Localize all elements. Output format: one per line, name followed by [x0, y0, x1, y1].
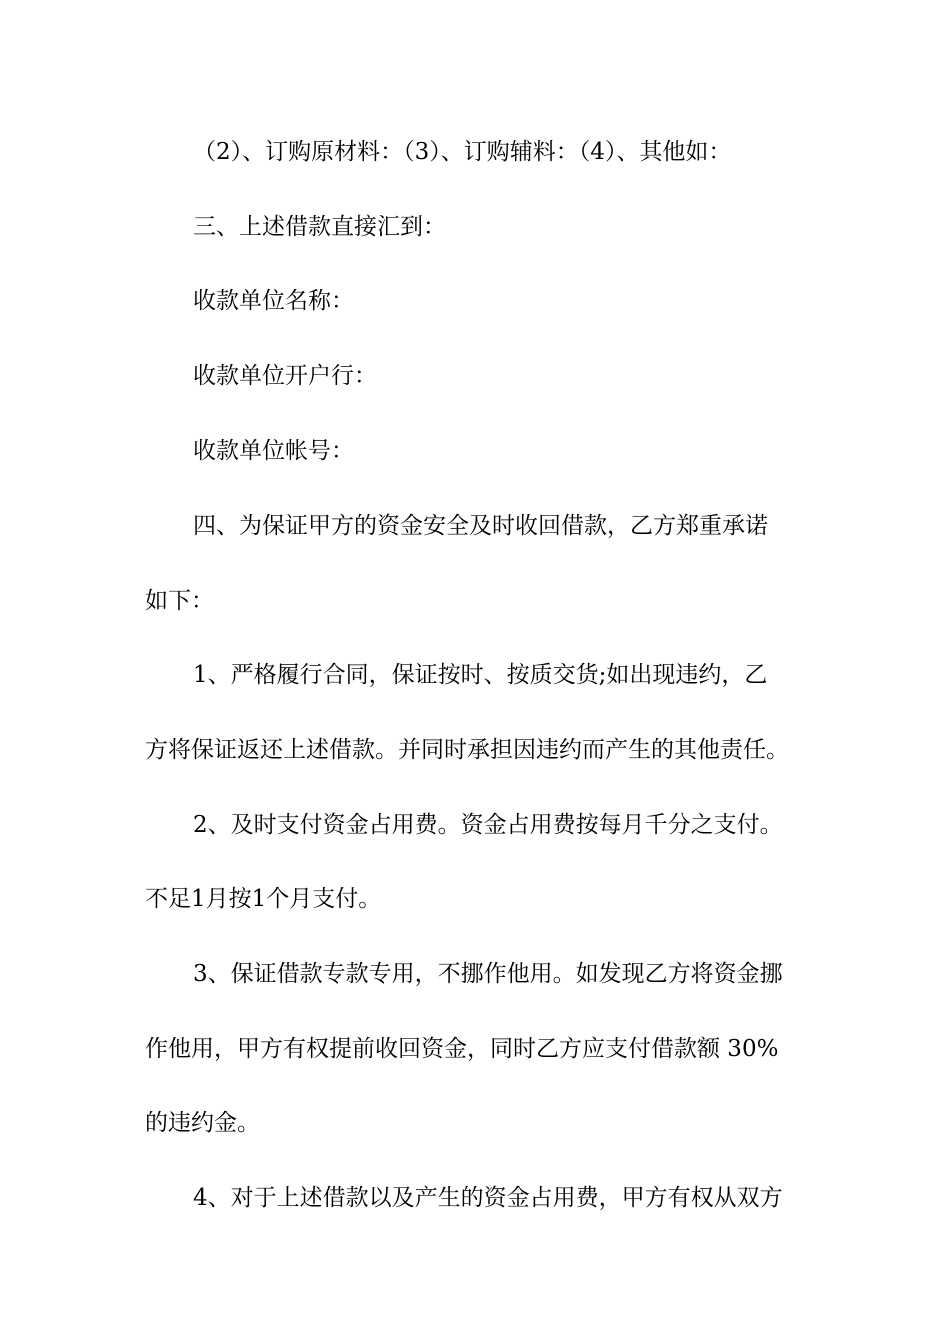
clause-3-line-1: 3、保证借款专款专用，不挪作他用。如发现乙方将资金挪 — [193, 961, 783, 987]
clause-3-line-3: 的违约金。 — [145, 1110, 260, 1136]
clause-1-line-2: 方将保证返还上述借款。并同时承担因违约而产生的其他责任。 — [145, 737, 789, 763]
payee-name-line: 收款单位名称： — [193, 288, 354, 314]
clause-1-line-1: 1、严格履行合同，保证按时、按质交货;如出现违约，乙 — [193, 662, 768, 688]
payee-account-line: 收款单位帐号： — [193, 438, 354, 464]
clause-2-line-1: 2、及时支付资金占用费。资金占用费按每月千分之支付。 — [193, 812, 783, 838]
section-4-heading-cont: 如下： — [145, 588, 214, 614]
clause-3-line-2: 作他用，甲方有权提前收回资金，同时乙方应支付借款额 30% — [145, 1036, 779, 1062]
clause-2-line-2: 不足1月按1个月支付。 — [145, 886, 382, 912]
purchase-items-line: （2）、订购原材料：（3）、订购辅料：（4）、其他如： — [193, 139, 732, 165]
section-3-heading: 三、上述借款直接汇到： — [193, 214, 446, 240]
payee-bank-line: 收款单位开户行： — [193, 363, 377, 389]
section-4-heading: 四、为保证甲方的资金安全及时收回借款，乙方郑重承诺 — [193, 513, 768, 539]
clause-4-line-1: 4、对于上述借款以及产生的资金占用费，甲方有权从双方 — [193, 1185, 783, 1211]
